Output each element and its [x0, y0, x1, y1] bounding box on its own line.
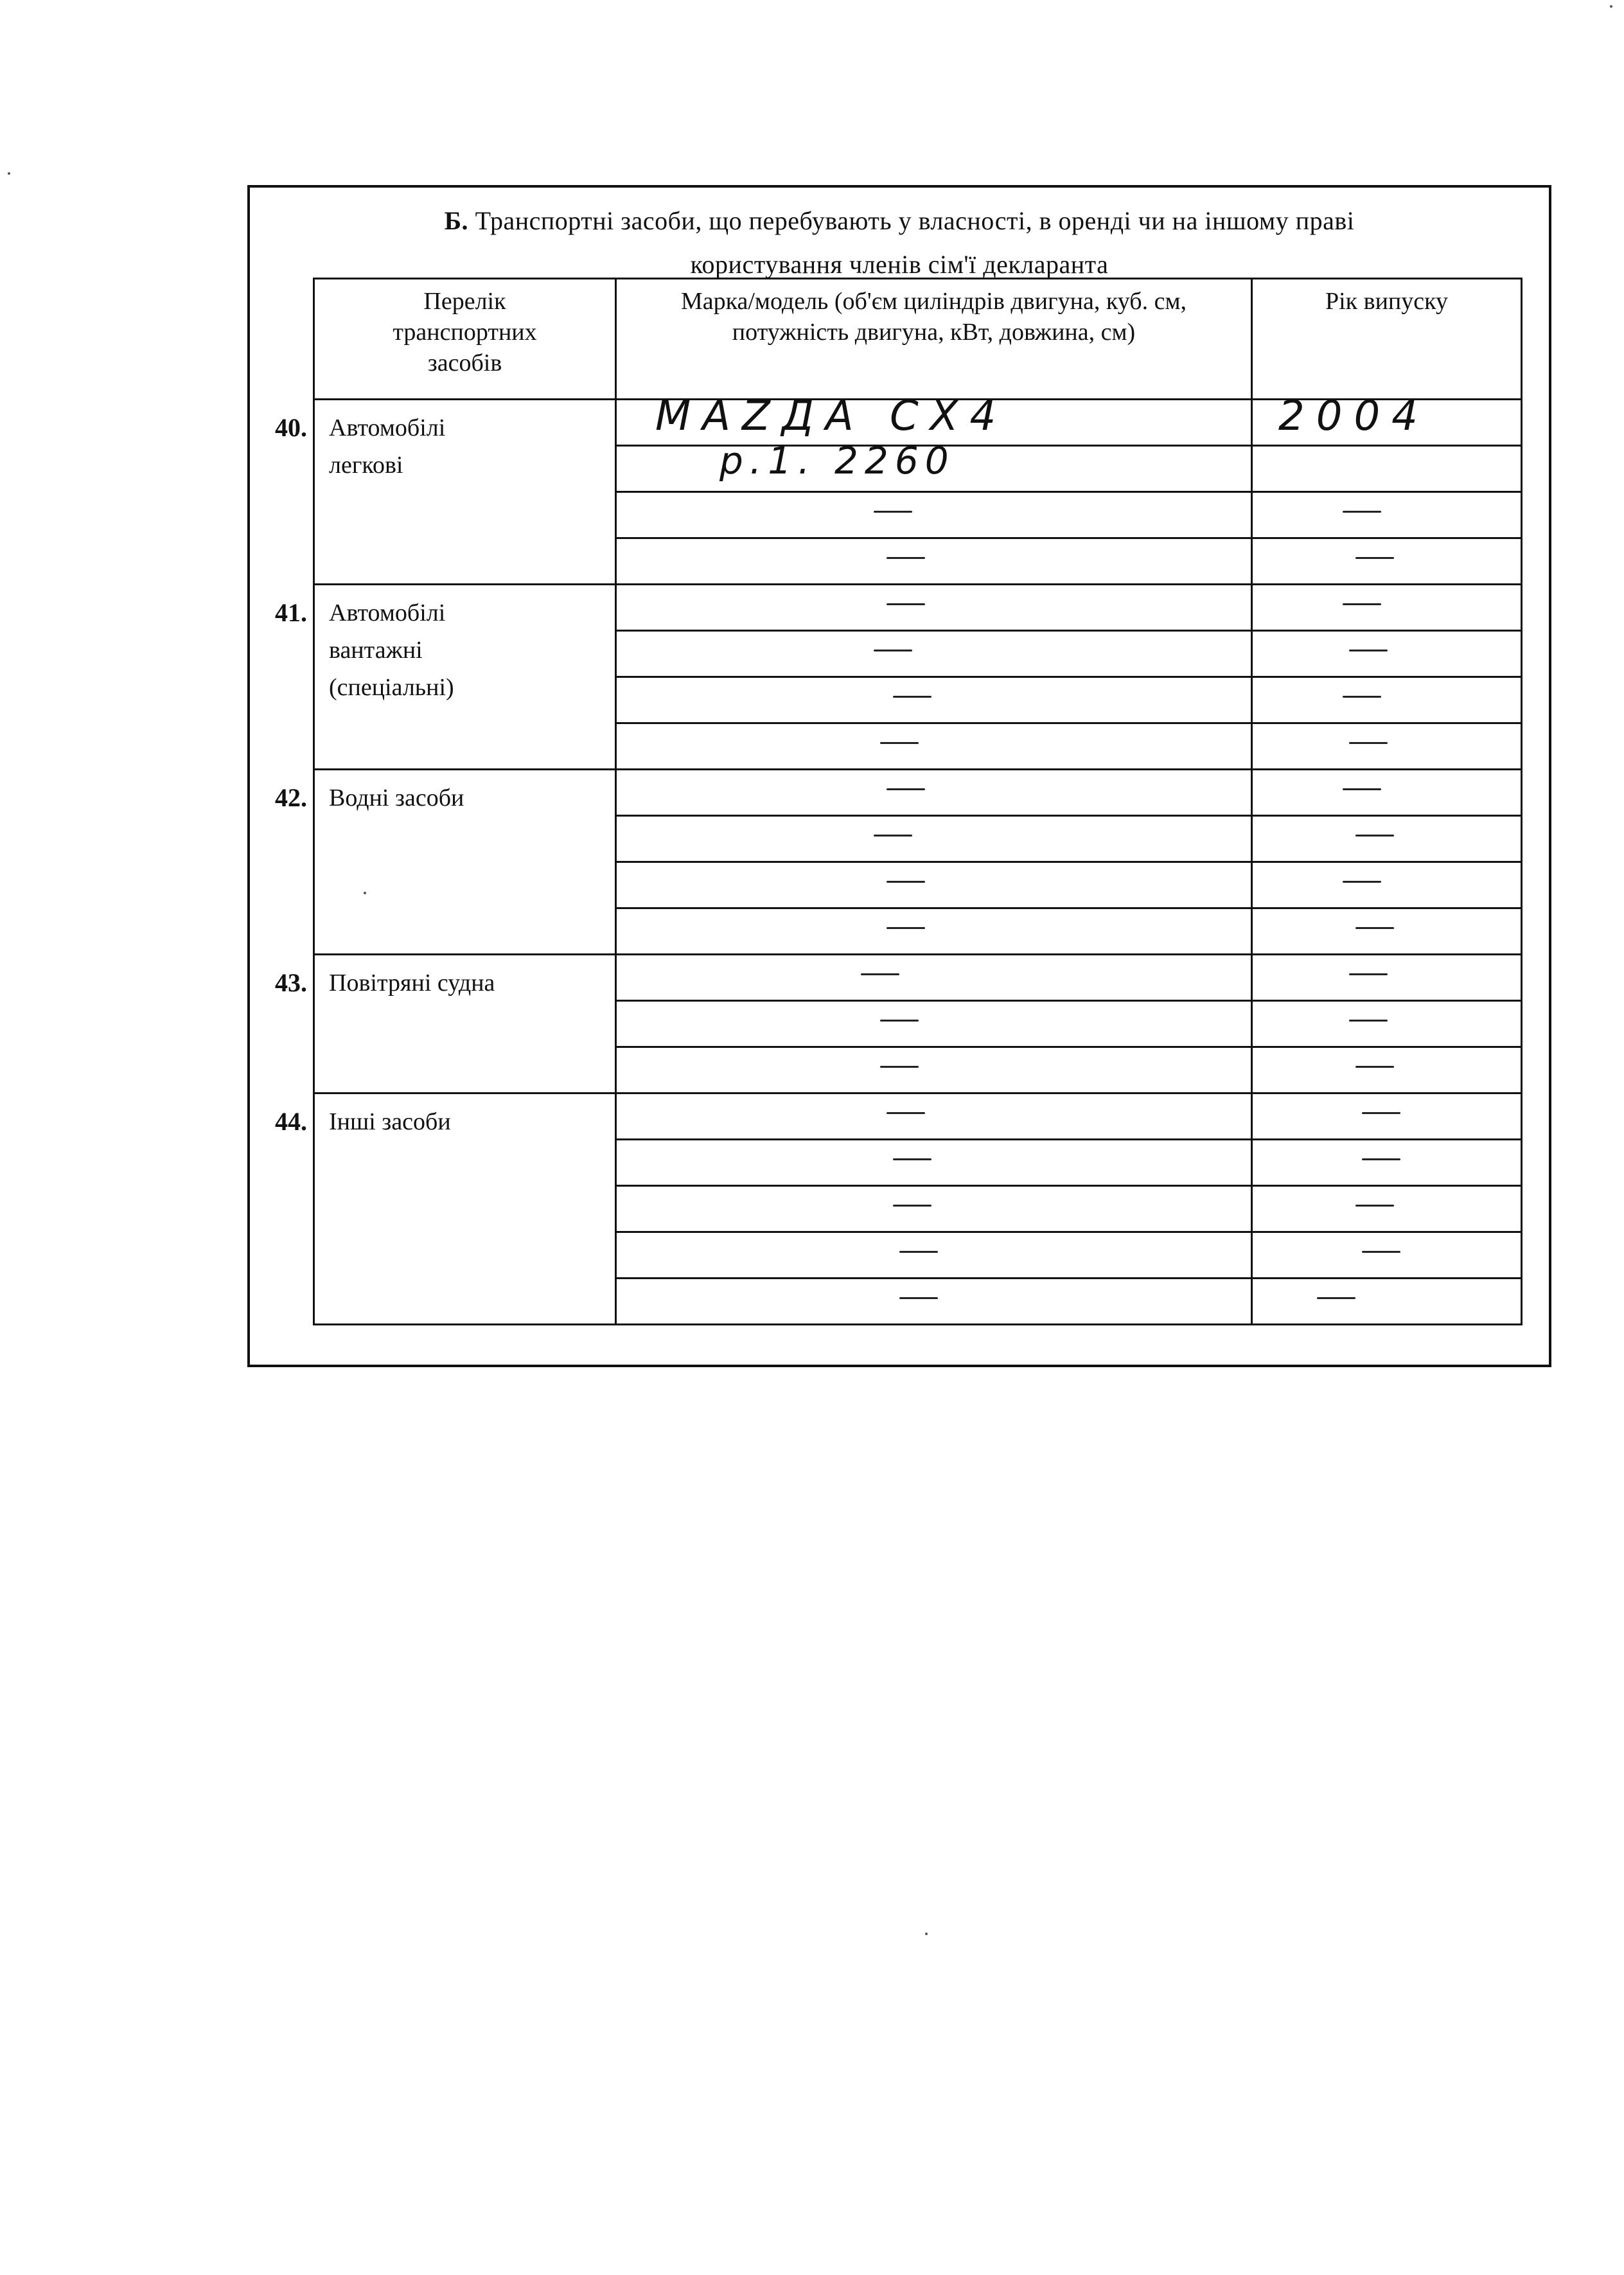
row-number: 40.	[275, 413, 307, 442]
year-cell	[1252, 816, 1522, 862]
handwritten-dash	[899, 1297, 938, 1299]
handwritten-dash	[1355, 927, 1394, 929]
handwritten-dash	[874, 511, 912, 513]
vehicle-category-label: Водні засоби	[329, 784, 464, 811]
model-cell	[616, 908, 1252, 955]
row-number: 42.	[275, 783, 307, 812]
column-header-year	[1252, 279, 1522, 400]
handwritten-dash	[1343, 788, 1381, 790]
scan-speck	[1610, 5, 1612, 8]
vehicle-category-cell	[275, 955, 616, 1093]
handwritten-entry: MAZДA CX4	[655, 393, 1008, 440]
model-cell	[616, 862, 1252, 908]
year-cell	[1252, 955, 1522, 1001]
handwritten-dash	[1362, 1158, 1400, 1160]
handwritten-dash	[861, 973, 899, 975]
model-cell	[616, 1047, 1252, 1093]
year-cell	[1252, 908, 1522, 955]
scan-speck	[925, 1933, 928, 1935]
handwritten-dash	[893, 696, 931, 698]
model-cell	[616, 723, 1252, 770]
model-cell	[616, 538, 1252, 585]
handwritten-dash	[1343, 696, 1381, 698]
model-cell	[616, 492, 1252, 538]
year-cell	[1252, 1232, 1522, 1279]
year-cell	[1252, 585, 1522, 631]
year-cell	[1252, 862, 1522, 908]
model-cell	[616, 1186, 1252, 1232]
vehicle-category-label: Автомобілі легкові	[329, 414, 446, 479]
year-cell	[1252, 1140, 1522, 1186]
year-cell	[1252, 631, 1522, 677]
handwritten-dash	[880, 742, 919, 744]
vehicle-category-label: Повітряні судна	[329, 969, 495, 996]
handwritten-dash	[1343, 511, 1381, 513]
handwritten-dash	[1343, 881, 1381, 883]
year-cell	[1252, 1093, 1522, 1140]
declaration-section-frame	[247, 185, 1551, 1367]
vehicle-category-cell	[275, 770, 616, 955]
handwritten-dash	[1349, 742, 1388, 744]
handwritten-dash	[887, 881, 925, 883]
model-cell	[616, 439, 1252, 492]
column-header-year-text: Рік випуску	[1325, 288, 1449, 315]
scan-speck	[8, 172, 10, 175]
model-cell	[616, 1001, 1252, 1047]
section-letter: Б.	[444, 206, 469, 235]
year-cell	[1252, 1279, 1522, 1325]
handwritten-dash	[1343, 603, 1381, 605]
handwritten-entry: 2004	[1278, 393, 1429, 440]
year-cell	[1252, 393, 1522, 446]
handwritten-dash	[887, 927, 925, 929]
section-title-line2: користування членів сім'ї декларанта	[690, 250, 1109, 279]
year-cell	[1252, 492, 1522, 538]
model-cell	[616, 631, 1252, 677]
handwritten-dash	[887, 557, 925, 559]
table-row	[314, 585, 1522, 631]
handwritten-dash	[874, 835, 912, 837]
column-header-list	[314, 279, 616, 400]
model-cell	[616, 816, 1252, 862]
handwritten-dash	[1362, 1251, 1400, 1253]
table-row	[314, 955, 1522, 1001]
handwritten-dash	[1362, 1112, 1400, 1114]
handwritten-dash	[1317, 1297, 1355, 1299]
vehicle-category-cell	[275, 585, 616, 770]
vehicle-category-cell	[275, 1093, 616, 1325]
model-cell	[616, 1279, 1252, 1325]
year-cell	[1252, 538, 1522, 585]
year-cell	[1252, 723, 1522, 770]
handwritten-dash	[1349, 1020, 1388, 1022]
vehicle-category-label: Автомобілі вантажні (спеціальні)	[329, 599, 454, 701]
model-cell	[616, 1140, 1252, 1186]
handwritten-dash	[1355, 1066, 1394, 1068]
handwritten-entry: p.1. 2260	[719, 439, 955, 482]
section-heading-line1	[250, 199, 1549, 243]
handwritten-dash	[893, 1158, 931, 1160]
year-cell	[1252, 770, 1522, 816]
model-cell	[616, 955, 1252, 1001]
handwritten-dash	[880, 1020, 919, 1022]
table-header-row	[314, 279, 1522, 400]
table-body	[275, 393, 1522, 1325]
handwritten-dash	[887, 1112, 925, 1114]
year-cell	[1252, 1001, 1522, 1047]
handwritten-dash	[874, 650, 912, 651]
column-header-model	[616, 279, 1252, 400]
model-cell	[616, 677, 1252, 723]
year-cell	[1252, 1186, 1522, 1232]
model-cell	[616, 1093, 1252, 1140]
table-row	[314, 770, 1522, 816]
row-number: 44.	[275, 1107, 307, 1136]
table-row	[314, 1093, 1522, 1140]
section-title-line1: Транспортні засоби, що перебувають у власності, в оренді чи на іншому праві	[475, 206, 1355, 235]
handwritten-dash	[893, 1205, 931, 1207]
column-header-list-text: Перелік транспортних засобів	[393, 288, 537, 376]
handwritten-dash	[899, 1251, 938, 1253]
model-cell	[616, 1232, 1252, 1279]
year-cell	[1252, 446, 1522, 492]
year-cell	[1252, 677, 1522, 723]
column-header-model-text: Марка/модель (об'єм циліндрів двигуна, куб. см, потужність двигуна, кВт, довжина, см)	[680, 288, 1187, 346]
vehicle-category-label: Інші засоби	[329, 1108, 451, 1135]
model-cell	[616, 585, 1252, 631]
vehicles-table	[275, 278, 1522, 1325]
handwritten-dash	[1349, 973, 1388, 975]
handwritten-dash	[887, 603, 925, 605]
handwritten-dash	[1349, 650, 1388, 651]
handwritten-dash	[887, 788, 925, 790]
handwritten-dash	[1355, 835, 1394, 837]
handwritten-dash	[1355, 1205, 1394, 1207]
scan-speck	[364, 892, 366, 894]
section-heading	[250, 199, 1549, 287]
row-number: 43.	[275, 968, 307, 997]
vehicle-category-cell	[275, 400, 616, 585]
model-cell	[616, 770, 1252, 816]
year-cell	[1252, 1047, 1522, 1093]
handwritten-dash	[1355, 557, 1394, 559]
handwritten-dash	[880, 1066, 919, 1068]
row-number: 41.	[275, 598, 307, 627]
